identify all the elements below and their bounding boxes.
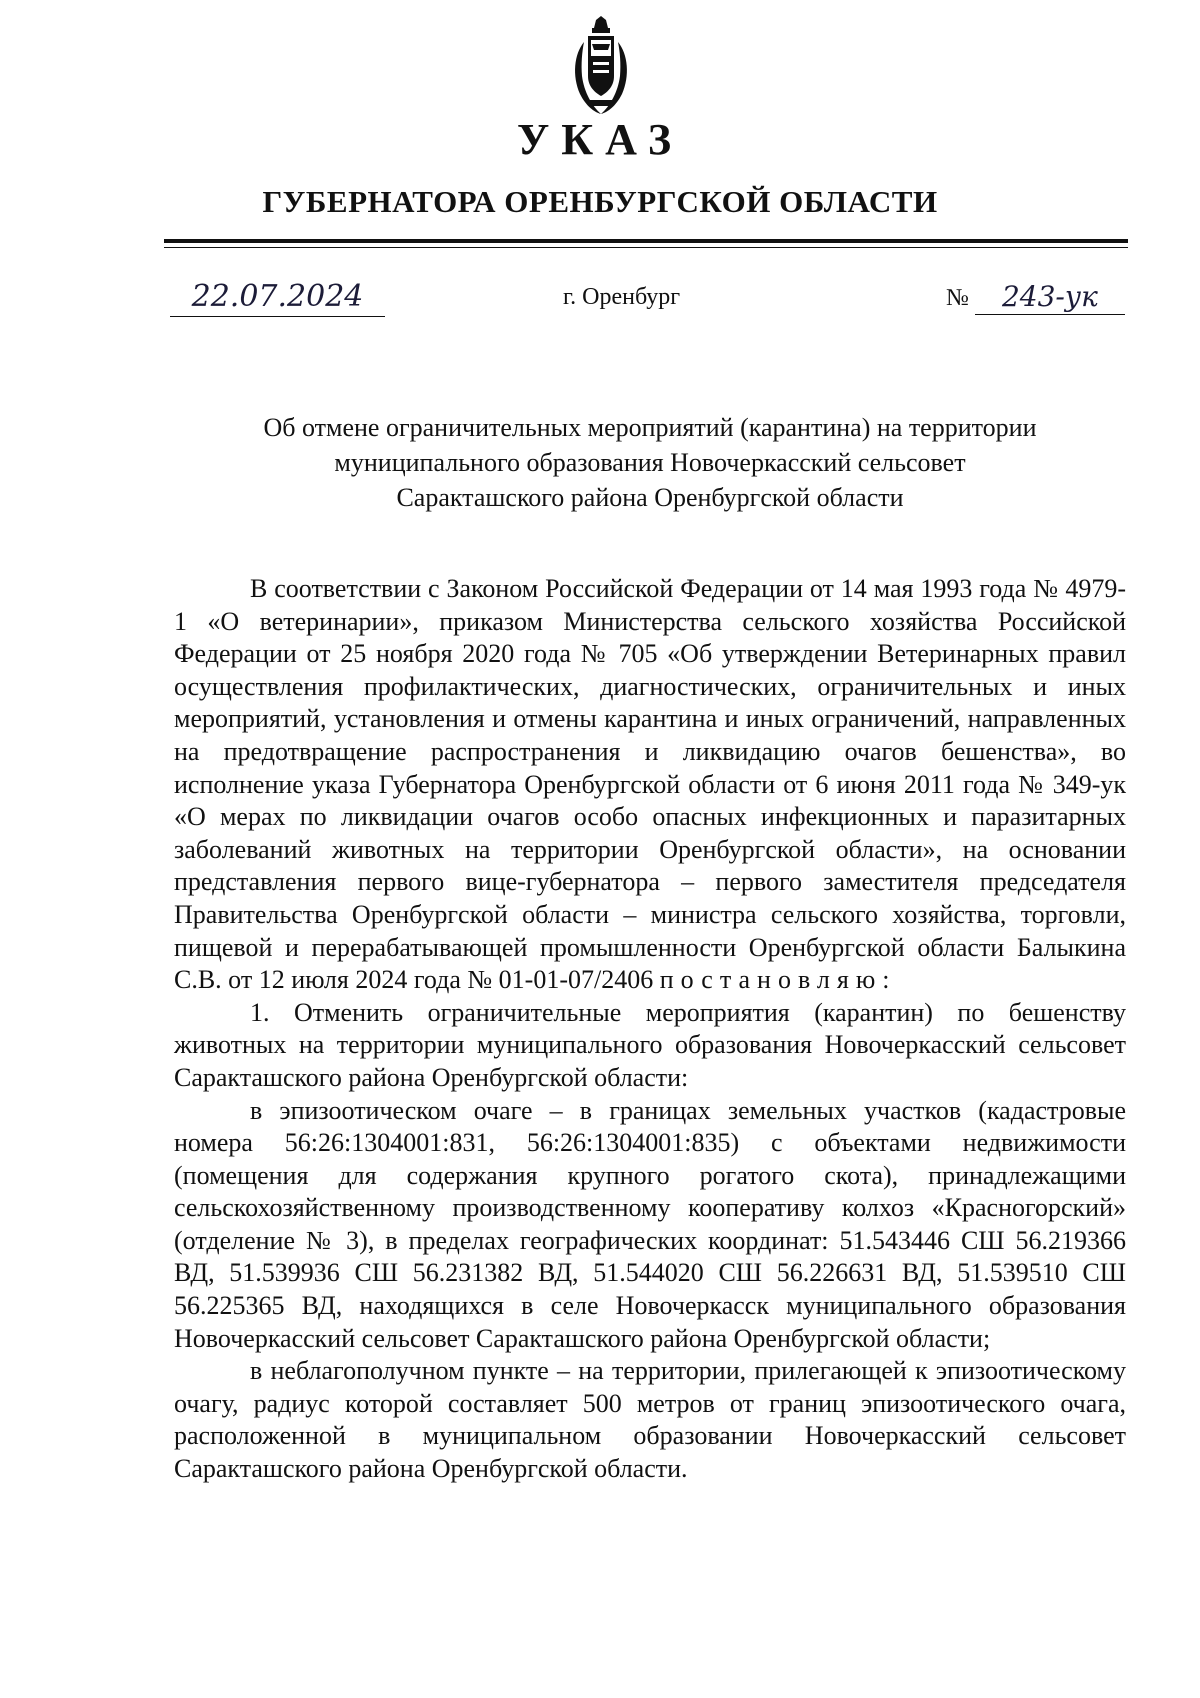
item-1-focus-paragraph: в эпизоотическом очаге – в границах земельных участков (кадастровые номера 56:26:1304001:831, 56:26:1304001:835) с объектами недвижимости (помещения для содержания крупного рогатого скота), принадлежащими сельскохозяйственному производственному кооперативу колхоз «Красногорский» (отделение № 3), в пределах географических координат: 51.543446 СШ 56.219366 ВД, 51.539936 СШ 56.231382 ВД, 51.544020 СШ 56.226631 ВД, 51.539510 СШ 56.225365 ВД, находящихся в селе Новочеркасск муниципального образования Новочеркасский сельсовет Саракташского района Оренбургской области;: [174, 1095, 1126, 1353]
number-label: №: [946, 285, 969, 311]
preamble-paragraph: [174, 573, 1126, 997]
subject-line: Саракташского района Оренбургской области: [396, 483, 904, 512]
decree-subject: [170, 410, 1130, 515]
header-divider-thick: [164, 239, 1128, 243]
document-issuer: ГУБЕРНАТОРА ОРЕНБУРГСКОЙ ОБЛАСТИ: [262, 184, 938, 219]
decree-number-block: [946, 280, 1125, 316]
decree-word: постановляю:: [659, 965, 897, 995]
subject-line: Об отмене ограничительных мероприятий (карантина) на территории: [263, 413, 1037, 442]
header-divider-thin: [164, 247, 1128, 248]
document-title: УКАЗ: [516, 115, 684, 164]
item-1-paragraph: 1. Отменить ограничительные мероприятия (карантин) по бешенству животных на территории муниципального образования Новочеркасский сельсовет Саракташского района Оренбургской области:: [174, 997, 1126, 1092]
decree-body: [174, 573, 1126, 1486]
preamble-text: В соответствии с Законом Российской Федерации от 14 мая 1993 года № 4979-1 «О ветеринарии», приказом Министерства сельского хозяйства Российской Федерации от 25 ноября 2020 года № 705 «Об утверждении Ветеринарных правил осуществления профилактических, диагностических, ограничительных и иных мероприятий, установления и отмены карантина и иных ограничений, направленных на предотвращение распространения и ликвидацию очагов бешенства», во исполнение указа Губернатора Оренбургской области от 6 июня 2011 года № 349-ук «О мерах по ликвидации очагов особо опасных инфекционных и паразитарных заболеваний животных на территории Оренбургской области», на основании представления первого вице-губернатора – первого заместителя председателя Правительства Оренбургской области – министра сельского хозяйства, торговли, пищевой и перерабатывающей промышленности Оренбургской области Балыкина С.В. от 12 июля 2024 года № 01-01-07/2406: [174, 574, 1126, 995]
subject-line: муниципального образования Новочеркасский сельсовет: [334, 448, 966, 477]
decree-number: 243-ук: [975, 280, 1125, 315]
item-1-zone-paragraph: в неблагополучном пункте – на территории, прилегающей к эпизоотическому очагу, радиус которой составляет 500 метров от границ эпизоотического очага, расположенной в муниципальном образовании Новочеркасский сельсовет Саракташского района Оренбургской области.: [174, 1356, 1126, 1484]
decree-city: г. Оренбург: [563, 284, 681, 310]
decree-date: 22.07.2024: [170, 280, 385, 317]
orenburg-coat-of-arms-icon: [570, 14, 632, 118]
